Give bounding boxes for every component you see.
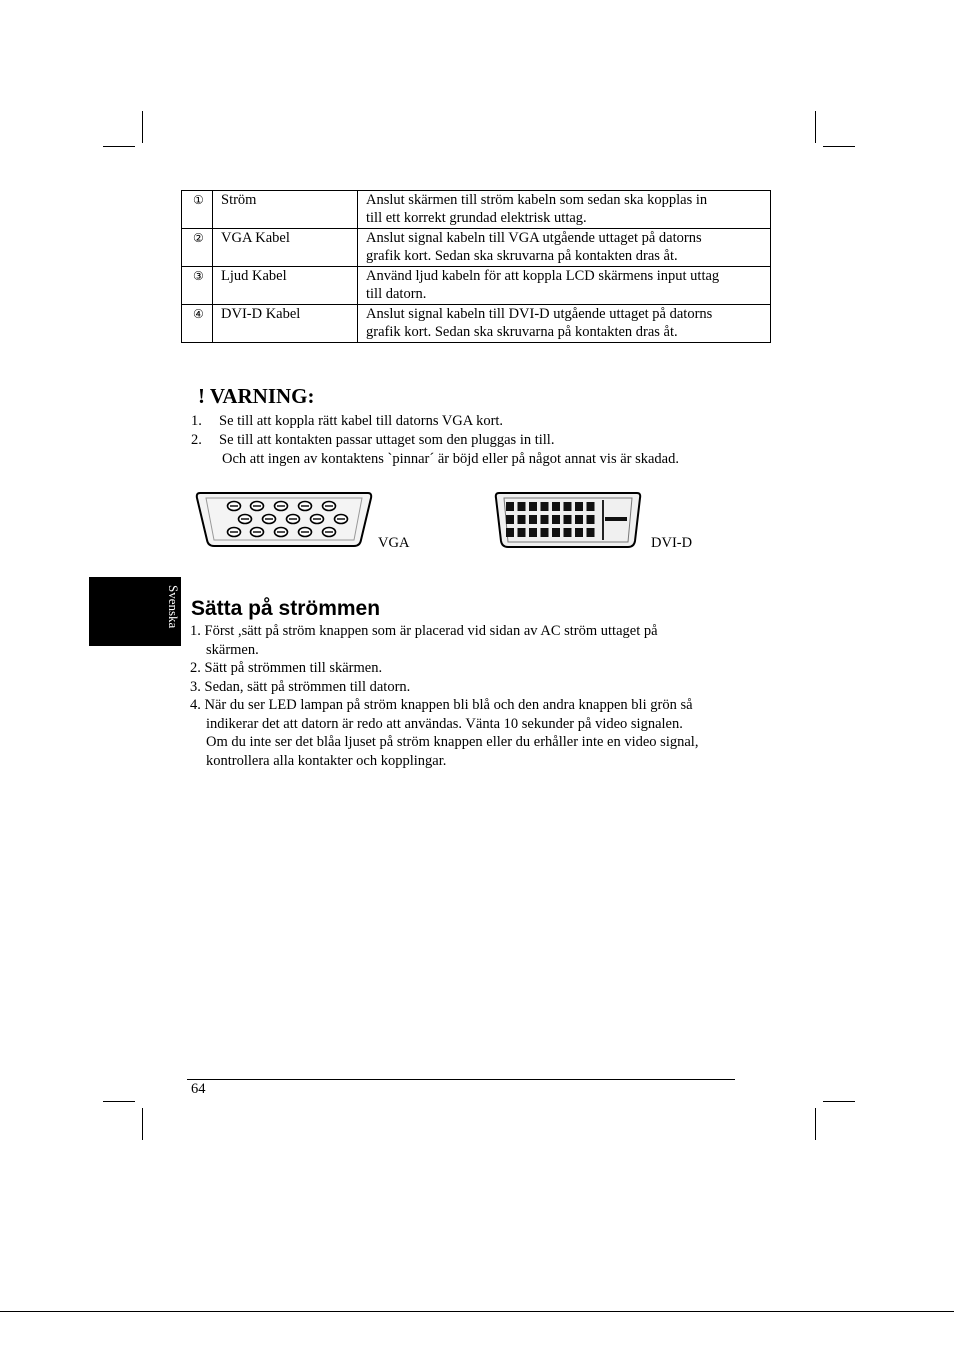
dvi-connector-illustration (494, 491, 642, 549)
list-item: 1. Se till att koppla rätt kabel till datorns VGA kort. (191, 413, 504, 429)
dvi-pin (587, 515, 595, 524)
list-item-continuation: Och att ingen av kontaktens `pinnar´ är böjd eller på något annat vis är skadad. (222, 451, 679, 467)
step-line: 3. Sedan, sätt på strömmen till datorn. (190, 678, 411, 695)
table-row (182, 229, 771, 267)
cable-name: VGA Kabel (213, 229, 358, 267)
warning-list (191, 412, 679, 469)
dvi-pin (552, 528, 560, 537)
language-tab (89, 577, 181, 646)
page-edge-rule (0, 1311, 954, 1312)
power-on-steps (190, 622, 770, 770)
list-item: 2. Se till att kontakten passar uttaget som den pluggas in till. (191, 432, 555, 448)
page-number: 64 (191, 1081, 206, 1097)
dvi-pin (575, 502, 583, 511)
cable-table (181, 190, 771, 343)
dvi-label: DVI-D (651, 535, 693, 551)
dvi-pin (529, 528, 537, 537)
cable-description: Använd ljud kabeln för att koppla LCD skärmens input uttag till datorn. (358, 267, 771, 305)
dvi-pin (506, 515, 514, 524)
row-number: ④ (182, 305, 213, 343)
crop-mark (815, 1108, 816, 1140)
warning-icon: ! (198, 384, 205, 408)
crop-mark (142, 1108, 143, 1140)
crop-mark (103, 146, 135, 147)
dvi-pin (587, 528, 595, 537)
footer-rule (187, 1079, 735, 1080)
row-number: ① (182, 191, 213, 229)
dvi-pin (529, 502, 537, 511)
dvi-pin (587, 502, 595, 511)
dvi-pin (506, 502, 514, 511)
vga-connector-illustration (194, 490, 374, 550)
vga-label: VGA (378, 535, 410, 551)
dvi-pin (564, 528, 572, 537)
cable-name: Ljud Kabel (213, 267, 358, 305)
warning-title: VARNING: (209, 384, 315, 408)
row-number: ③ (182, 267, 213, 305)
step-line: 2. Sätt på strömmen till skärmen. (190, 660, 383, 676)
dvi-pin (575, 515, 583, 524)
dvi-pin (564, 502, 572, 511)
dvi-pin (575, 528, 583, 537)
dvi-pin (552, 502, 560, 511)
cable-description: Anslut signal kabeln till DVI-D utgående uttaget på datorns grafik kort. Sedan ska skruvarna på kontakten dras åt. (358, 305, 771, 343)
row-number: ② (182, 229, 213, 267)
cable-name: DVI-D Kabel (213, 305, 358, 343)
dvi-pin (552, 515, 560, 524)
section-title: Sätta på strömmen (191, 597, 381, 620)
dvi-pin (541, 528, 549, 537)
step-line: kontrollera alla kontakter och kopplingar. (206, 752, 447, 769)
cable-name: Ström (213, 191, 358, 229)
crop-mark (815, 111, 816, 143)
dvi-pin (541, 502, 549, 511)
table-row (182, 191, 771, 229)
language-tab-label: Svenska (166, 585, 181, 629)
warning-heading (198, 384, 315, 409)
step-line: Om du inte ser det blåa ljuset på ström knappen eller du erhåller inte en video signal, (206, 734, 699, 750)
table-row (182, 305, 771, 343)
dvi-pin (529, 515, 537, 524)
dvi-pin (564, 515, 572, 524)
cable-description: Anslut signal kabeln till VGA utgående uttaget på datorns grafik kort. Sedan ska skruvarna på kontakten dras åt. (358, 229, 771, 267)
dvi-pin (506, 528, 514, 537)
step-line: 1. Först ,sätt på ström knappen som är placerad vid sidan av AC ström uttaget på (190, 623, 658, 639)
table-row (182, 267, 771, 305)
crop-mark (823, 146, 855, 147)
dvi-pin (518, 502, 526, 511)
dvi-pin (518, 528, 526, 537)
crop-mark (823, 1101, 855, 1102)
step-line: indikerar det att datorn är redo att användas. Vänta 10 sekunder på video signalen. (206, 715, 683, 732)
dvi-pin (518, 515, 526, 524)
cable-description: Anslut skärmen till ström kabeln som sedan ska kopplas in till ett korrekt grundad elektrisk uttag. (358, 191, 771, 229)
crop-mark (103, 1101, 135, 1102)
step-line: skärmen. (206, 641, 259, 658)
step-line: 4. När du ser LED lampan på ström knappen bli blå och den andra knappen bli grön så (190, 697, 693, 713)
dvi-pin (541, 515, 549, 524)
crop-mark (142, 111, 143, 143)
